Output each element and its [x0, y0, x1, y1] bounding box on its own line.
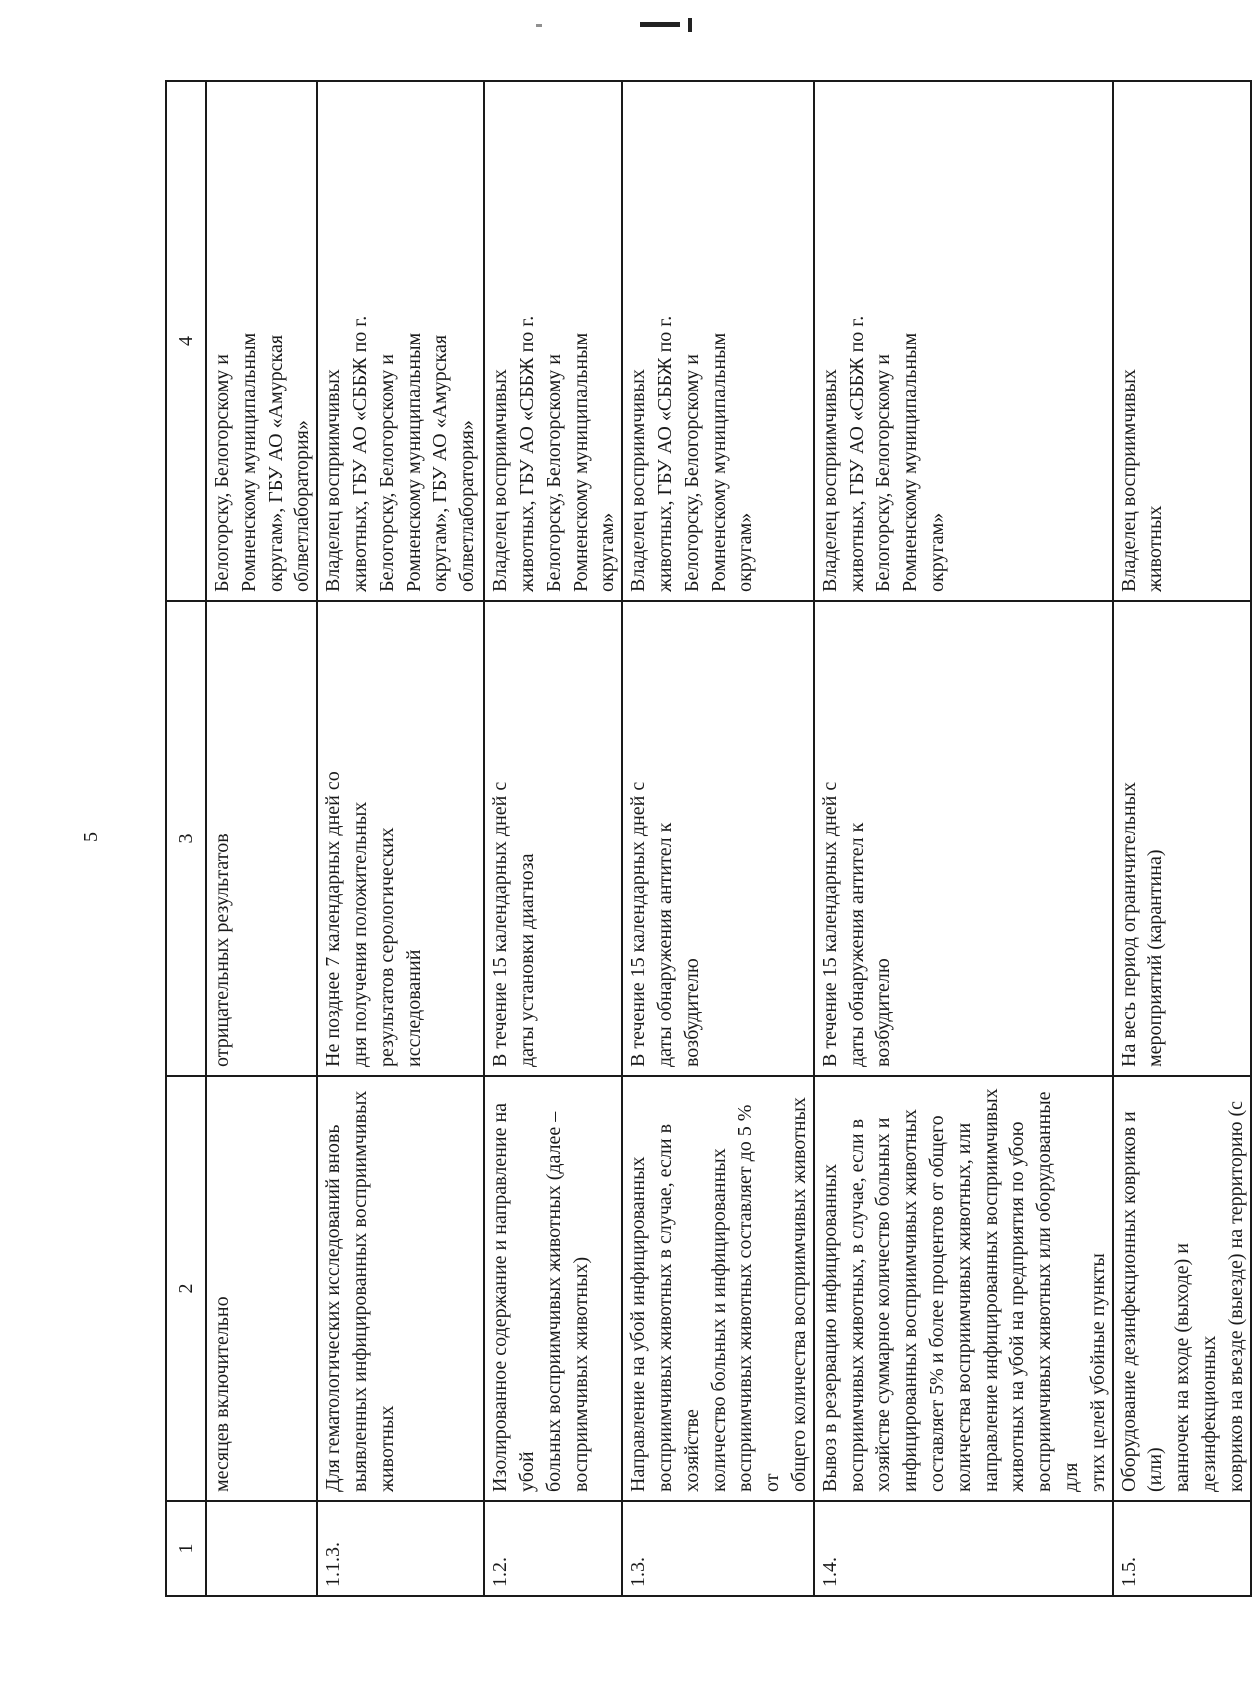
scan-speck: [640, 22, 680, 27]
measures-table: [165, 80, 1252, 1597]
responsible-cell: Владелец восприимчивых животных, ГБУ АО «СББЖ по г. Белогорску, Белогорскому и Ромненскому муниципальным округам»: [814, 81, 1113, 601]
responsible-cell: Белогорску, Белогорскому и Ромненскому муниципальным округам», ГБУ АО «Амурская облветлаборатория»: [206, 81, 317, 601]
row-number: 1.4.: [814, 1501, 1113, 1596]
table-row: [622, 81, 814, 1596]
table-row: [206, 81, 317, 1596]
scan-speck: [536, 24, 542, 27]
measure-cell: Направление на убой инфицированных восприимчивых животных в случае, если в хозяйстве количество больных и инфицированных восприимчивых животных составляет до 5 % от общего количества восприимчивых животных: [622, 1076, 814, 1501]
term-cell: отрицательных результатов: [206, 601, 317, 1076]
scan-speck: [688, 18, 692, 32]
measure-cell: Вывоз в резервацию инфицированных восприимчивых животных, в случае, если в хозяйстве суммарное количество больных и инфицированных восприимчивых животных составляет 5% и более процентов от общего количества восприимчивых животных, или направление инфицированных восприимчивых животных на убой на предприятия по убою восприимчивых животных или оборудованные для этих целей убойные пункты: [814, 1076, 1113, 1501]
term-cell: В течение 15 календарных дней с даты обнаружения антител к возбудителю: [814, 601, 1113, 1076]
rotated-table-wrapper: [165, 82, 1247, 1597]
table-row: [317, 81, 484, 1596]
responsible-cell: Владелец восприимчивых животных, ГБУ АО «СББЖ по г. Белогорску, Белогорскому и Ромненскому муниципальным округам»: [484, 81, 622, 601]
term-cell: В течение 15 календарных дней с даты обнаружения антител к возбудителю: [622, 601, 814, 1076]
row-number: [206, 1501, 317, 1596]
measure-cell: Для гематологических исследований вновь выявленных инфицированных восприимчивых животных: [317, 1076, 484, 1501]
row-number: 1.2.: [484, 1501, 622, 1596]
table-row: [1113, 81, 1251, 1596]
page-number: 5: [80, 832, 102, 842]
row-number: 1.1.3.: [317, 1501, 484, 1596]
table-row: [484, 81, 622, 1596]
measure-cell: месяцев включительно: [206, 1076, 317, 1501]
term-cell: На весь период ограничительных мероприятий (карантина): [1113, 601, 1251, 1076]
measure-cell: Изолированное содержание и направление на убой больных восприимчивых животных (далее – восприимчивых животных): [484, 1076, 622, 1501]
header-cell-3: 3: [166, 601, 206, 1076]
header-row: [166, 81, 206, 1596]
header-cell-4: 4: [166, 81, 206, 601]
measure-cell: Оборудование дезинфекционных ковриков и (или) ванночек на входе (выходе) и дезинфекционных ковриков на въезде (выезде) на территорию (с: [1113, 1076, 1251, 1501]
row-number: 1.3.: [622, 1501, 814, 1596]
term-cell: В течение 15 календарных дней с даты установки диагноза: [484, 601, 622, 1076]
table-row: [814, 81, 1113, 1596]
responsible-cell: Владелец восприимчивых животных, ГБУ АО «СББЖ по г. Белогорску, Белогорскому и Ромненскому муниципальным округам»: [622, 81, 814, 601]
responsible-cell: Владелец восприимчивых животных, ГБУ АО «СББЖ по г. Белогорску, Белогорскому и Ромненскому муниципальным округам», ГБУ АО «Амурская облветлаборатория»: [317, 81, 484, 601]
term-cell: Не позднее 7 календарных дней со дня получения положительных результатов серологических исследований: [317, 601, 484, 1076]
header-cell-2: 2: [166, 1076, 206, 1501]
header-cell-1: 1: [166, 1501, 206, 1596]
responsible-cell: Владелец восприимчивых животных: [1113, 81, 1251, 601]
row-number: 1.5.: [1113, 1501, 1251, 1596]
